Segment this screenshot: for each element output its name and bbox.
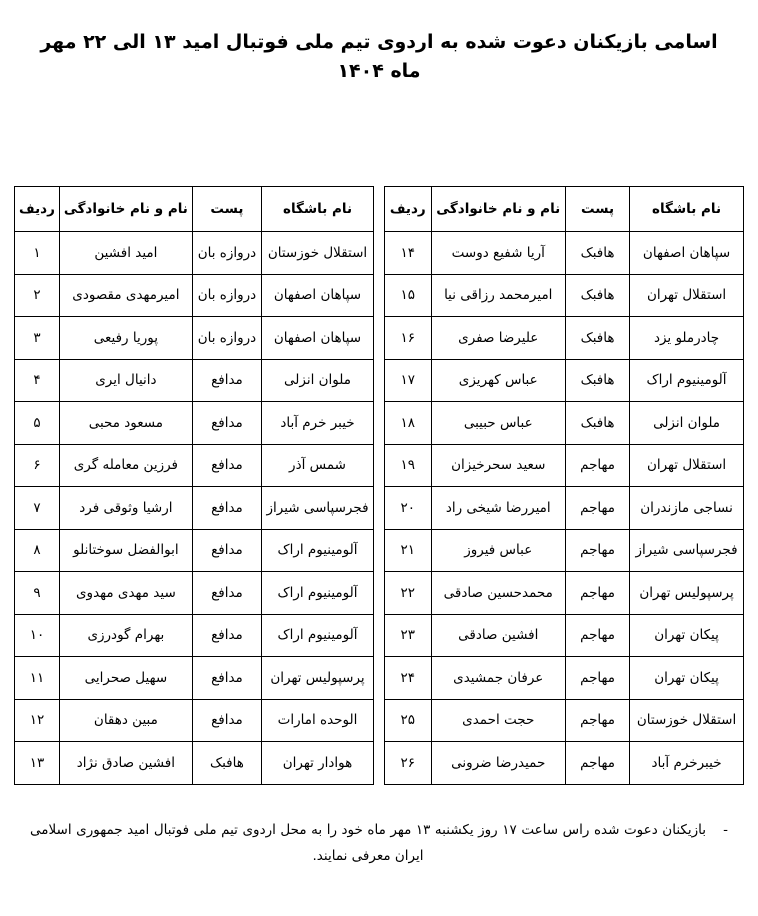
footnote-bullet: - <box>723 822 728 838</box>
cell-post: مدافع <box>192 529 261 572</box>
table-row <box>385 572 744 615</box>
cell-club: نساجی مازندران <box>630 487 744 530</box>
cell-post: دروازه بان <box>192 274 261 317</box>
table-row <box>385 359 744 402</box>
cell-name: عرفان جمشیدی <box>431 657 566 700</box>
cell-club: خیبرخرم آباد <box>630 742 744 785</box>
cell-club: استقلال خوزستان <box>262 232 374 275</box>
column-header-club: نام باشگاه <box>630 187 744 232</box>
table-row <box>385 614 744 657</box>
table-row <box>385 232 744 275</box>
table-row <box>385 274 744 317</box>
cell-name: مبین دهقان <box>59 699 192 742</box>
cell-post: مهاجم <box>566 699 630 742</box>
cell-radif: ۱۷ <box>385 359 432 402</box>
table-header-row <box>385 187 744 232</box>
cell-post: مهاجم <box>566 487 630 530</box>
cell-post: هافبک <box>566 317 630 360</box>
cell-post: هافبک <box>192 742 261 785</box>
column-header-post: پست <box>566 187 630 232</box>
table-row <box>15 402 374 445</box>
cell-club: فجرسپاسی شیراز <box>630 529 744 572</box>
footnote <box>30 818 728 869</box>
column-header-club: نام باشگاه <box>262 187 374 232</box>
cell-name: افشین صادقی <box>431 614 566 657</box>
cell-radif: ۲۳ <box>385 614 432 657</box>
table-row <box>15 742 374 785</box>
cell-name: آریا شفیع دوست <box>431 232 566 275</box>
cell-club: سپاهان اصفهان <box>262 274 374 317</box>
roster-table-right <box>14 186 374 785</box>
cell-radif: ۳ <box>15 317 60 360</box>
cell-name: بهرام گودرزی <box>59 614 192 657</box>
cell-club: آلومینیوم اراک <box>262 529 374 572</box>
cell-club: خیبر خرم آباد <box>262 402 374 445</box>
cell-post: مهاجم <box>566 614 630 657</box>
cell-radif: ۱۸ <box>385 402 432 445</box>
table-row <box>15 699 374 742</box>
cell-post: دروازه بان <box>192 317 261 360</box>
footnote-text: بازیکنان دعوت شده راس ساعت ۱۷ روز یکشنبه ۱۳ مهر ماه خود را به محل اردوی تیم ملی فوتبال امید جمهوری اسلامی ایران معرفی نمایند. <box>30 822 706 864</box>
cell-radif: ۱ <box>15 232 60 275</box>
cell-post: هافبک <box>566 274 630 317</box>
cell-post: مدافع <box>192 614 261 657</box>
cell-name: محمدحسین صادقی <box>431 572 566 615</box>
cell-radif: ۲۰ <box>385 487 432 530</box>
table-row <box>385 657 744 700</box>
cell-name: پوریا رفیعی <box>59 317 192 360</box>
cell-radif: ۱۶ <box>385 317 432 360</box>
cell-post: هافبک <box>566 232 630 275</box>
cell-club: استقلال تهران <box>630 444 744 487</box>
cell-club: سپاهان اصفهان <box>630 232 744 275</box>
cell-club: ملوان انزلی <box>630 402 744 445</box>
cell-name: حجت احمدی <box>431 699 566 742</box>
cell-radif: ۵ <box>15 402 60 445</box>
cell-radif: ۶ <box>15 444 60 487</box>
cell-post: مدافع <box>192 699 261 742</box>
cell-name: عباس حبیبی <box>431 402 566 445</box>
cell-club: پرسپولیس تهران <box>262 657 374 700</box>
cell-name: عباس کهریزی <box>431 359 566 402</box>
table-body-left <box>385 232 744 785</box>
roster-tables <box>14 186 744 785</box>
table-header-row <box>15 187 374 232</box>
cell-club: پرسپولیس تهران <box>630 572 744 615</box>
table-row <box>385 699 744 742</box>
table-row <box>385 742 744 785</box>
column-header-name: نام و نام خانوادگی <box>59 187 192 232</box>
cell-post: مدافع <box>192 487 261 530</box>
cell-radif: ۱۲ <box>15 699 60 742</box>
document-page <box>0 28 758 916</box>
cell-post: هافبک <box>566 359 630 402</box>
cell-radif: ۷ <box>15 487 60 530</box>
cell-post: مهاجم <box>566 572 630 615</box>
cell-name: عباس فیروز <box>431 529 566 572</box>
cell-radif: ۹ <box>15 572 60 615</box>
cell-radif: ۱۵ <box>385 274 432 317</box>
cell-radif: ۱۳ <box>15 742 60 785</box>
column-header-radif: ردیف <box>385 187 432 232</box>
table-row <box>15 572 374 615</box>
roster-table-left <box>384 186 744 785</box>
cell-club: هوادار تهران <box>262 742 374 785</box>
table-row <box>15 359 374 402</box>
cell-radif: ۲۴ <box>385 657 432 700</box>
table-row <box>15 657 374 700</box>
table-row <box>15 232 374 275</box>
table-row <box>15 317 374 360</box>
cell-name: امید افشین <box>59 232 192 275</box>
cell-club: استقلال خوزستان <box>630 699 744 742</box>
cell-name: امیررضا شیخی راد <box>431 487 566 530</box>
table-row <box>385 444 744 487</box>
cell-radif: ۲۵ <box>385 699 432 742</box>
table-row <box>15 274 374 317</box>
table-row <box>385 487 744 530</box>
cell-name: دانیال ایری <box>59 359 192 402</box>
cell-name: افشین صادق نژاد <box>59 742 192 785</box>
column-header-name: نام و نام خانوادگی <box>431 187 566 232</box>
column-header-radif: ردیف <box>15 187 60 232</box>
cell-club: الوحده امارات <box>262 699 374 742</box>
cell-club: پیکان تهران <box>630 614 744 657</box>
cell-name: سید مهدی مهدوی <box>59 572 192 615</box>
cell-post: مدافع <box>192 359 261 402</box>
table-row <box>15 444 374 487</box>
cell-post: مدافع <box>192 572 261 615</box>
cell-post: مدافع <box>192 402 261 445</box>
cell-post: مدافع <box>192 444 261 487</box>
cell-name: حمیدرضا ضرونی <box>431 742 566 785</box>
cell-radif: ۲۶ <box>385 742 432 785</box>
column-header-post: پست <box>192 187 261 232</box>
cell-club: ملوان انزلی <box>262 359 374 402</box>
table-row <box>15 487 374 530</box>
cell-name: امیرمهدی مقصودی <box>59 274 192 317</box>
cell-post: دروازه بان <box>192 232 261 275</box>
cell-club: استقلال تهران <box>630 274 744 317</box>
cell-radif: ۴ <box>15 359 60 402</box>
cell-radif: ۲۱ <box>385 529 432 572</box>
table-row <box>15 529 374 572</box>
cell-name: فرزین معامله گری <box>59 444 192 487</box>
cell-name: علیرضا صفری <box>431 317 566 360</box>
cell-club: آلومینیوم اراک <box>262 614 374 657</box>
cell-radif: ۲ <box>15 274 60 317</box>
cell-name: مسعود محبی <box>59 402 192 445</box>
cell-radif: ۱۰ <box>15 614 60 657</box>
cell-club: آلومینیوم اراک <box>262 572 374 615</box>
cell-post: مهاجم <box>566 742 630 785</box>
cell-radif: ۸ <box>15 529 60 572</box>
cell-name: ابوالفضل سوختانلو <box>59 529 192 572</box>
table-row <box>385 402 744 445</box>
cell-radif: ۱۹ <box>385 444 432 487</box>
cell-name: امیرمحمد رزاقی نیا <box>431 274 566 317</box>
cell-club: پیکان تهران <box>630 657 744 700</box>
table-row <box>15 614 374 657</box>
cell-club: سپاهان اصفهان <box>262 317 374 360</box>
cell-club: فجرسپاسی شیراز <box>262 487 374 530</box>
cell-name: سعید سحرخیزان <box>431 444 566 487</box>
cell-name: ارشیا وثوقی فرد <box>59 487 192 530</box>
cell-radif: ۱۱ <box>15 657 60 700</box>
cell-post: مهاجم <box>566 444 630 487</box>
cell-club: چادرملو یزد <box>630 317 744 360</box>
cell-radif: ۱۴ <box>385 232 432 275</box>
cell-post: مدافع <box>192 657 261 700</box>
cell-club: آلومینیوم اراک <box>630 359 744 402</box>
table-row <box>385 317 744 360</box>
cell-post: مهاجم <box>566 529 630 572</box>
page-title: اسامی بازیکنان دعوت شده به اردوی تیم ملی فوتبال امید ۱۳ الی ۲۲ مهر ماه ۱۴۰۴ <box>40 31 718 82</box>
cell-post: هافبک <box>566 402 630 445</box>
cell-name: سهیل صحرایی <box>59 657 192 700</box>
table-body-right <box>15 232 374 785</box>
cell-club: شمس آذر <box>262 444 374 487</box>
table-row <box>385 529 744 572</box>
cell-radif: ۲۲ <box>385 572 432 615</box>
cell-post: مهاجم <box>566 657 630 700</box>
